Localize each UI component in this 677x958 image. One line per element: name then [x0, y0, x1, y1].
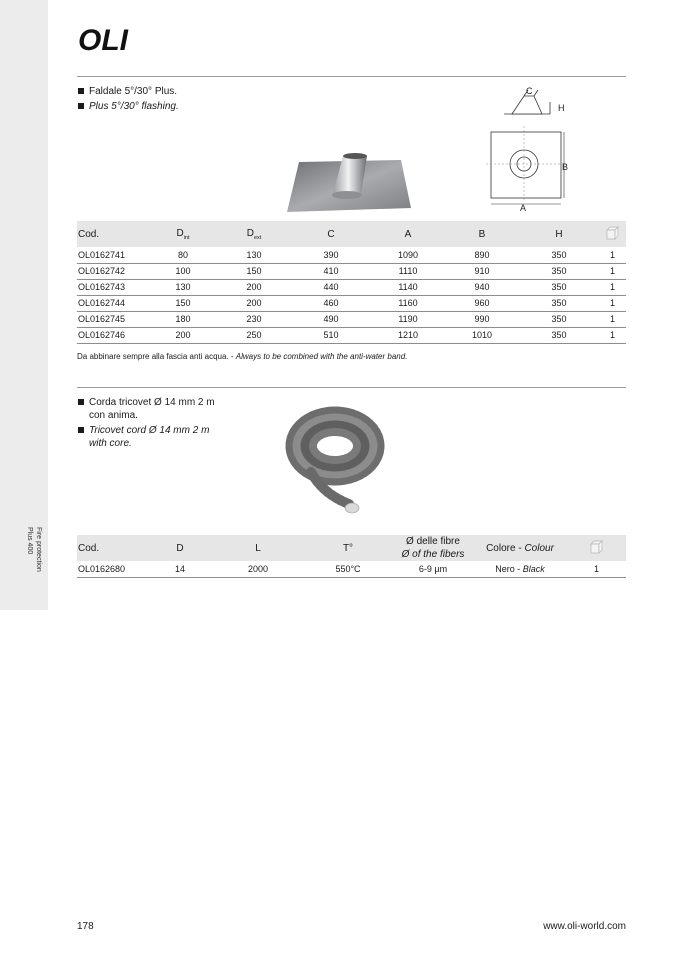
cell-c: 440	[291, 279, 371, 295]
table-row	[77, 295, 626, 311]
cell-b: 990	[445, 311, 519, 327]
header-l: L	[255, 542, 261, 554]
cell-cod: OL0162680	[77, 561, 147, 577]
cell-c: 460	[291, 295, 371, 311]
cell-h: 350	[519, 327, 599, 343]
header-b: B	[478, 228, 486, 240]
tricovet-cord-image	[283, 402, 393, 522]
cell-qty: 1	[599, 279, 626, 295]
header-colour: Colore - Colour	[486, 542, 554, 554]
table-row	[77, 263, 626, 279]
side-tab	[0, 0, 48, 610]
table-row	[77, 247, 626, 263]
header-cod: Cod.	[78, 542, 100, 554]
header-dext: $D_{ext}$	[246, 227, 262, 241]
cell-qty: 1	[599, 327, 626, 343]
cell-b: 960	[445, 295, 519, 311]
cell-qty: 1	[599, 295, 626, 311]
section2-title-it-line2: con anima.	[89, 410, 138, 421]
section1-title	[78, 85, 179, 115]
divider-middle	[77, 387, 626, 388]
bullet-square	[78, 427, 84, 433]
cell-h: 350	[519, 279, 599, 295]
cell-cod: OL0162745	[77, 311, 149, 327]
cell-h: 350	[519, 263, 599, 279]
section1-title-en: Plus 5°/30° flashing.	[89, 101, 179, 112]
section2-title-it-line1: Corda tricovet Ø 14 mm 2 m	[89, 397, 215, 408]
cell-temperature: 550°C	[303, 561, 393, 577]
diagram-label-c: C	[526, 86, 533, 96]
cell-b: 910	[445, 263, 519, 279]
diagram-label-h: H	[558, 103, 565, 113]
table-row	[77, 279, 626, 295]
header-cod: Cod.	[78, 228, 100, 240]
combination-note	[77, 352, 407, 361]
cell-a: 1210	[371, 327, 445, 343]
side-tab-line1: Fire protection	[35, 527, 42, 572]
cell-d: 14	[147, 561, 213, 577]
header-fibers: Ø delle fibre Ø of the fibers	[401, 536, 465, 560]
cell-b: 890	[445, 247, 519, 263]
cell-qty: 1	[599, 263, 626, 279]
header-c: C	[327, 228, 335, 240]
cell-dext: 250	[217, 327, 291, 343]
side-tab-line2: Plus 400	[26, 527, 33, 555]
header-temperature: T°	[342, 542, 354, 554]
cell-colour: Nero - Black	[473, 561, 567, 577]
bullet-square	[78, 88, 84, 94]
cord-spec-table	[77, 535, 626, 578]
cell-dint: 100	[149, 263, 217, 279]
cell-dext: 230	[217, 311, 291, 327]
cell-a: 1110	[371, 263, 445, 279]
table-header-row	[77, 221, 626, 247]
cell-h: 350	[519, 295, 599, 311]
cell-c: 390	[291, 247, 371, 263]
package-box-icon	[599, 221, 626, 247]
cell-dint: 130	[149, 279, 217, 295]
header-h: H	[555, 228, 563, 240]
note-en: Always to be combined with the anti-water band.	[235, 352, 408, 361]
cell-a: 1190	[371, 311, 445, 327]
bullet-square	[78, 399, 84, 405]
cell-a: 1160	[371, 295, 445, 311]
cell-dext: 200	[217, 279, 291, 295]
cell-cod: OL0162741	[77, 247, 149, 263]
cell-dint: 180	[149, 311, 217, 327]
cell-l: 2000	[213, 561, 303, 577]
page-number: 178	[77, 921, 94, 932]
divider-top	[77, 76, 626, 77]
cell-dext: 130	[217, 247, 291, 263]
cell-b: 940	[445, 279, 519, 295]
cell-h: 350	[519, 247, 599, 263]
cell-a: 1090	[371, 247, 445, 263]
cell-dext: 150	[217, 263, 291, 279]
website-link[interactable]: www.oli-world.com	[543, 921, 626, 932]
cell-qty: 1	[567, 561, 626, 577]
cell-fibers: 6-9 µm	[393, 561, 473, 577]
flashing-product-image	[285, 150, 413, 214]
cell-a: 1140	[371, 279, 445, 295]
cell-c: 510	[291, 327, 371, 343]
side-tab-label	[3, 527, 43, 597]
note-it: Da abbinare sempre alla fascia anti acqua. -	[77, 352, 236, 361]
header-dint: $D_{int}$	[176, 227, 190, 241]
brand-logo	[78, 26, 138, 57]
table-row	[77, 327, 626, 343]
table-row	[77, 311, 626, 327]
cell-cod: OL0162743	[77, 279, 149, 295]
cell-cod: OL0162744	[77, 295, 149, 311]
cell-dint: 150	[149, 295, 217, 311]
logo-text: OLI	[78, 26, 128, 52]
cell-dint: 80	[149, 247, 217, 263]
flashing-technical-diagram	[486, 84, 586, 212]
header-d: D	[176, 542, 184, 554]
section1-title-it: Faldale 5°/30° Plus.	[89, 86, 178, 97]
section2-title-en-line2: with core.	[89, 438, 132, 449]
cell-dext: 200	[217, 295, 291, 311]
cell-h: 350	[519, 311, 599, 327]
table-header-row	[77, 535, 626, 561]
diagram-label-a: A	[520, 203, 527, 212]
cell-cod: OL0162742	[77, 263, 149, 279]
section2-title-en-line1: Tricovet cord Ø 14 mm 2 m	[89, 425, 210, 436]
package-box-icon	[567, 535, 626, 561]
bullet-square	[78, 103, 84, 109]
cell-cod: OL0162746	[77, 327, 149, 343]
cell-c: 490	[291, 311, 371, 327]
cell-c: 410	[291, 263, 371, 279]
flashing-spec-table	[77, 221, 626, 344]
cell-b: 1010	[445, 327, 519, 343]
cell-dint: 200	[149, 327, 217, 343]
cell-qty: 1	[599, 311, 626, 327]
header-a: A	[404, 228, 412, 240]
section2-title	[78, 396, 215, 452]
table-row	[77, 561, 626, 577]
diagram-label-b: B	[562, 162, 569, 172]
cell-qty: 1	[599, 247, 626, 263]
